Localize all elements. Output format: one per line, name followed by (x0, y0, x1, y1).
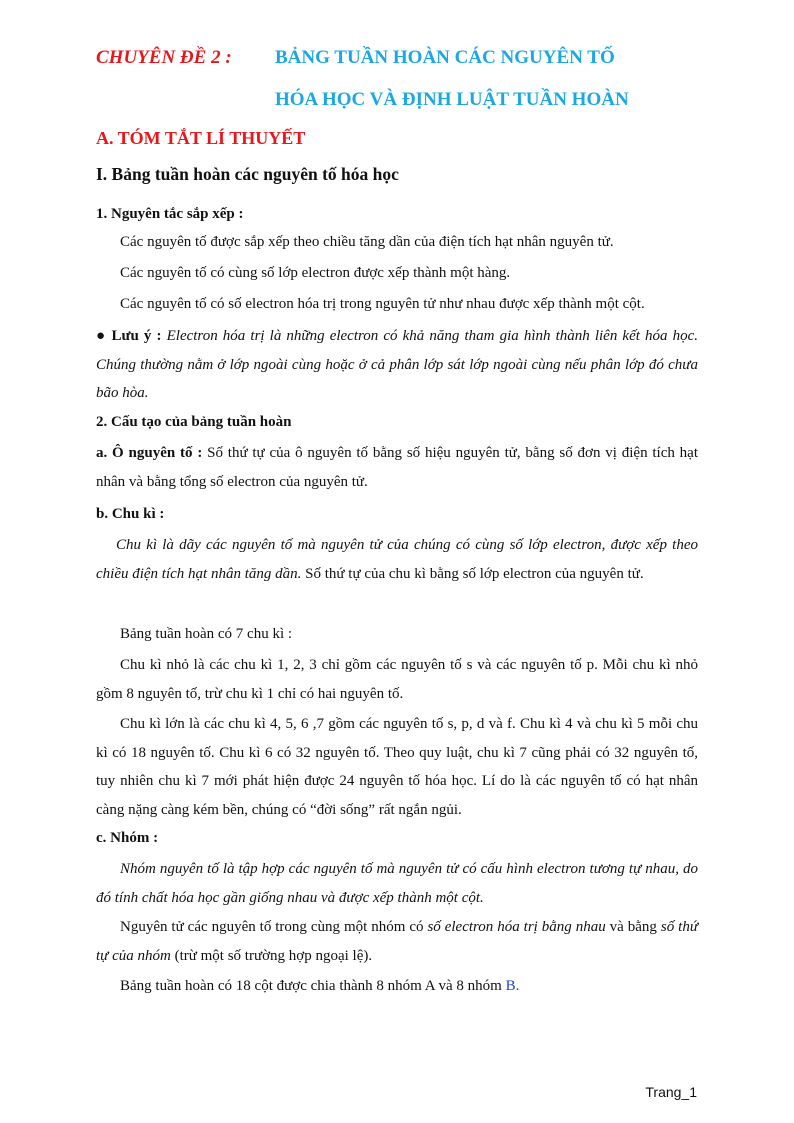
group-electrons-italic-1: số electron hóa trị bằng nhau (427, 919, 606, 935)
paragraph-element-cell (96, 439, 698, 496)
section-i-heading: I. Bảng tuần hoàn các nguyên tố hóa học (96, 164, 399, 184)
group-count-text: Bảng tuần hoàn có 18 cột được chia thành 8 nhóm A và 8 nhóm (120, 978, 506, 994)
section-a-heading: A. TÓM TẮT LÍ THUYẾT (96, 128, 306, 148)
topic-label: CHUYÊN ĐỀ 2 : (96, 47, 232, 68)
group-electrons-text-2: và bằng (605, 919, 661, 935)
paragraph-large-periods: Chu kì lớn là các chu kì 4, 5, 6 ,7 gồm các nguyên tố s, p, d và f. Chu kì 4 và chu kì 5 mỗi chu kì có 18 nguyên tố. Chu kì 6 có 32 nguyên tố. Theo quy luật, chu kì 7 cũng phải có 32 nguyên tố, tuy nhiên chu kì 7 mới phát hiện được 24 nguyên tố hóa học. Lí do là các nguyên tố có hạt nhân càng nặng càng kém bền, chúng có “đời sống” rất ngắn ngủi. (96, 716, 698, 818)
note-text: Electron hóa trị là những electron có khả năng tham gia hình thành liên kết hóa học. Chúng thường nằm ở lớp ngoài cùng hoặc ở cả phân lớp sát lớp ngoài cùng nếu phân lớp đó chưa bão hòa. (96, 328, 699, 401)
note-paragraph (96, 322, 698, 408)
subheading-structure: 2. Cấu tạo của bảng tuần hoàn (96, 414, 292, 430)
element-cell-text: Số thứ tự của ô nguyên tố bằng số hiệu nguyên tử, bằng số đơn vị điện tích hạt nhân và bằng tổng số electron của nguyên tử. (96, 445, 699, 490)
paragraph-group-count (120, 972, 698, 1001)
group-electrons-text-1: Nguyên tử các nguyên tố trong cùng một nhóm có (120, 919, 428, 935)
period-definition-rest: Số thứ tự của chu kì bằng số lớp electron của nguyên tử. (301, 565, 644, 582)
subheading-period: b. Chu kì : (96, 506, 165, 522)
period-definition-italic: Chu kì là dãy các nguyên tố mà nguyên tử của chúng có cùng số lớp electron, được xếp theo chiều điện tích hạt nhân tăng dần. (96, 537, 698, 582)
note-label: ● Lưu ý : (96, 328, 162, 344)
paragraph-period-definition (96, 531, 698, 588)
paragraph-rule-1: Các nguyên tố được sắp xếp theo chiều tăng dần của điện tích hạt nhân nguyên tử. (120, 234, 614, 250)
page-number: Trang_1 (645, 1084, 697, 1100)
group-count-b: B. (505, 978, 520, 994)
title-line-1: BẢNG TUẦN HOÀN CÁC NGUYÊN TỐ (275, 47, 615, 68)
paragraph-period-count: Bảng tuần hoàn có 7 chu kì : (120, 626, 293, 642)
paragraph-rule-2: Các nguyên tố có cùng số lớp electron được xếp thành một hàng. (120, 265, 511, 281)
paragraph-group-definition: Nhóm nguyên tố là tập hợp các nguyên tố mà nguyên tử có cấu hình electron tương tự nhau, do đó tính chất hóa học gần giống nhau và được xếp thành một cột. (96, 861, 698, 906)
title-line-2: HÓA HỌC VÀ ĐỊNH LUẬT TUẦN HOÀN (275, 89, 629, 110)
subheading-group: c. Nhóm : (96, 830, 159, 846)
group-electrons-text-3: (trừ một số trường hợp ngoại lệ). (170, 947, 373, 964)
paragraph-small-periods: Chu kì nhỏ là các chu kì 1, 2, 3 chỉ gồm các nguyên tố s và các nguyên tố p. Mỗi chu kì nhỏ gồm 8 nguyên tố, trừ chu kì 1 chỉ có hai nguyên tố. (96, 657, 698, 702)
subheading-arrangement: 1. Nguyên tắc sắp xếp : (96, 206, 244, 222)
group-electrons-italic-2: số thứ tự của nhóm (96, 919, 698, 964)
paragraph-rule-3: Các nguyên tố có số electron hóa trị trong nguyên tử như nhau được xếp thành một cột. (120, 296, 645, 312)
element-cell-label: a. Ô nguyên tố : (96, 445, 203, 461)
paragraph-group-electrons (96, 913, 698, 970)
